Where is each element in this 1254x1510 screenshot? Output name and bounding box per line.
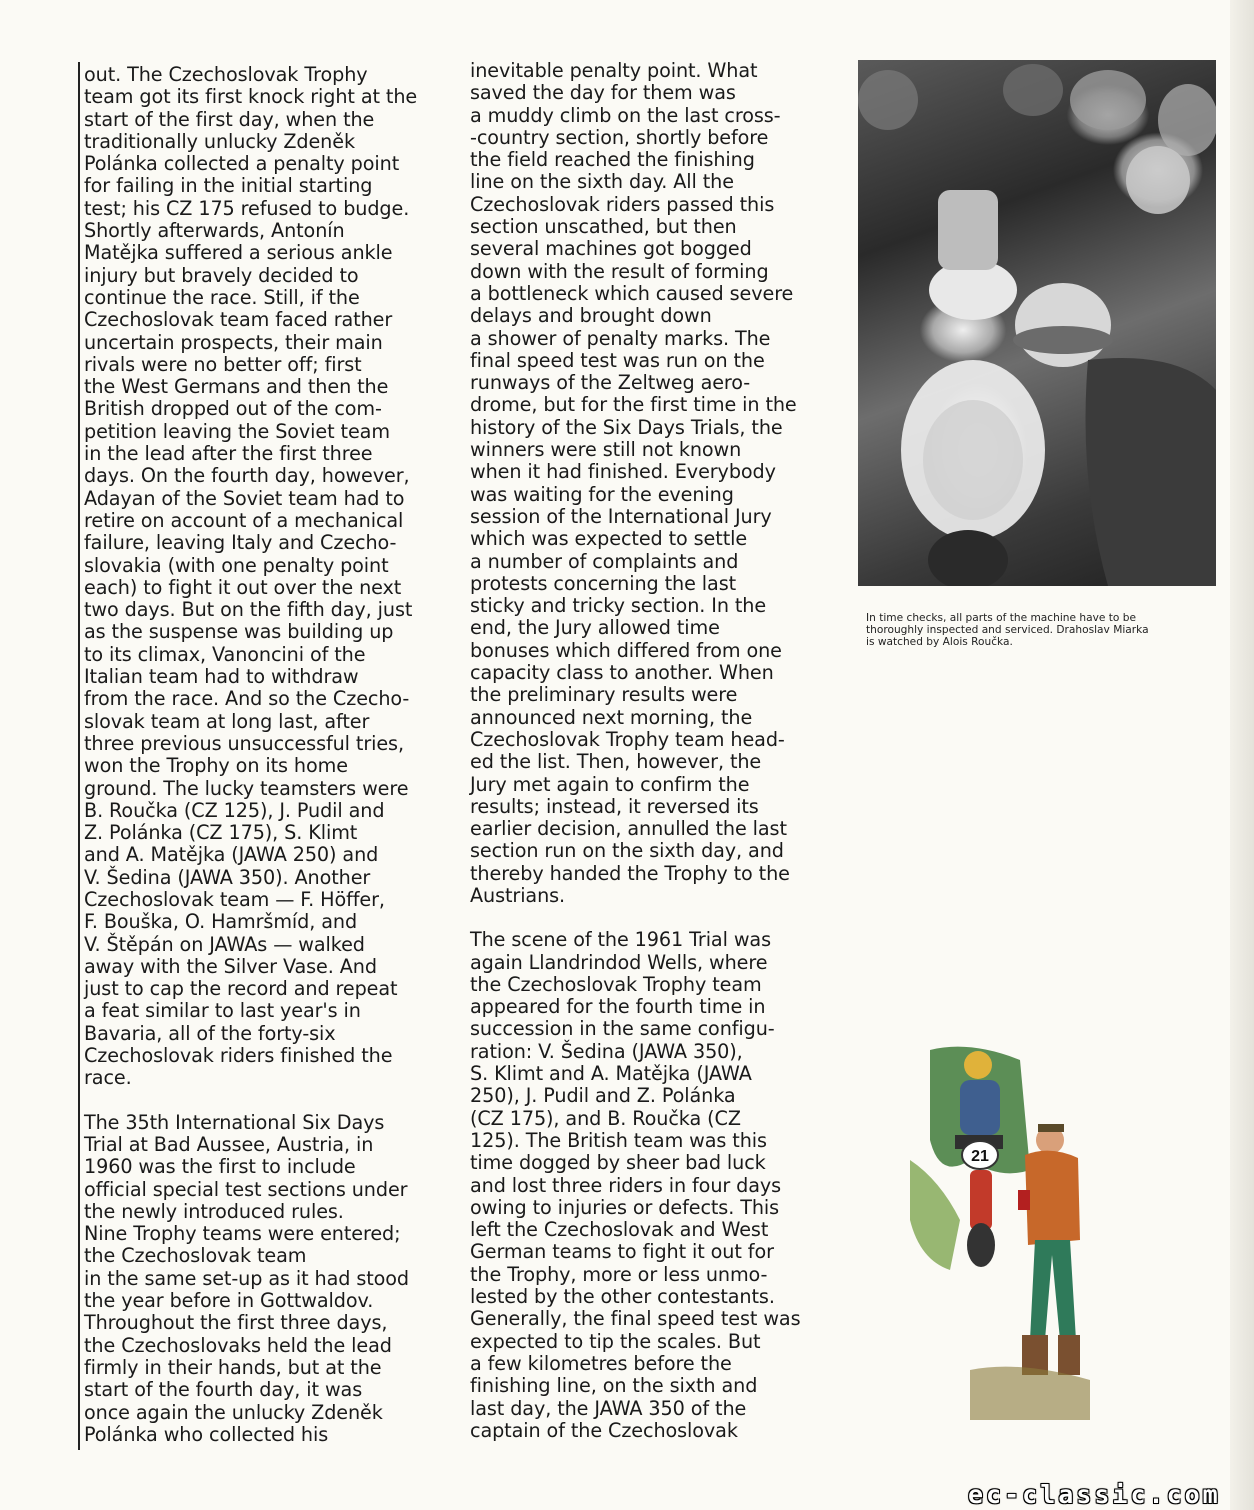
column-rule — [78, 62, 80, 1450]
page-edge — [1230, 0, 1254, 1510]
article-column-left — [84, 64, 464, 1446]
site-watermark: ec-classic.com — [968, 1480, 1221, 1509]
photo-scene — [858, 60, 1216, 586]
paragraph-1961-trial: The scene of the 1961 Trial was again Llandrindod Wells, where the Czechoslovak Trophy team appeared for the fourth time in succession in the same configu- ration: V. Šedina (JAWA 350), S. Klimt and A. Matějka (JAWA 250), J. Pudil and Z. Polánka (CZ 175), and B. Roučka (CZ 125). The British team was this time dogged by sheer bad luck and lost three riders in four days owing to injuries or defects. This left the Czechoslovak and West German teams to fight it out for the Trophy, more or less unmo- lested by the other contestants. Generally, the final speed test was expected to tip the scales. But a few kilometres before the finishing line, on the sixth and last day, the JAWA 350 of the captain of the Czechoslovak — [470, 928, 801, 1442]
paragraph-1960-trophy: out. The Czechoslovak Trophy team got its first knock right at the start of the first day, when the traditionally unlucky Zdeněk Polánka collected a penalty point for failing in the initial starting test; his CZ 175 refused to budge. Shortly afterwards, Antonín Matějka suffered a serious ankle injury but bravely decided to continue the race. Still, if the Czechoslovak team faced rather uncertain prospects, their main rivals were no better off; first the West Germans and then the British dropped out of the com- petition leaving the Soviet team in the lead after the first three days. On the fourth day, however, Adayan of the Soviet team had to retire on account of a mechanical failure, leaving Italy and Czecho- slovakia (with one penalty point each) to fight it out over the next two days. But on the fifth day, just as the suspense was building up to its climax, Vanoncini of the Italian team had to withdraw from the race. And so the Czecho- slovak team at long last, after three previous unsuccessful tries, won the Trophy on its home ground. The lucky teamsters were B. Roučka (CZ 125), J. Pudil and Z. Polánka (CZ 175), S. Klimt and A. Matějka (JAWA 250) and V. Šedina (JAWA 350). Another Czechoslovak team — F. Höffer, F. Bouška, O. Hamršmíd, and V. Štěpán on JAWAs — walked away with the Silver Vase. And just to cap the record and repeat a feat similar to last year's in Bavaria, all of the forty-six Czechoslovak riders finished the race. — [84, 63, 418, 1090]
race-number: 21 — [971, 1148, 989, 1165]
time-check-photo — [858, 60, 1216, 586]
paragraph-1960-bad-aussee: The 35th International Six Days Trial at Bad Aussee, Austria, in 1960 was the first to include official special test sections under the newly introduced rules. Nine Trophy teams were entered; the Czechoslovak team in the same set-up as it had stood the year before in Gottwaldov. Throughout the first three days, the Czechoslovaks held the lead firmly in their hands, but at the start of the fourth day, it was once again the unlucky Zdeněk Polánka who collected his — [84, 1110, 409, 1446]
photo-caption: In time checks, all parts of the machine have to be thoroughly inspected and serviced. Drahoslav Miarka is watched by Alois Roučka. — [866, 612, 1149, 649]
rider-illustration — [910, 1040, 1090, 1420]
paragraph-penalty-point: inevitable penalty point. What saved the day for them was a muddy climb on the last cross- -country section, shortly before the field reached the finishing line on the sixth day. All the Czechoslovak riders passed this section unscathed, but then several machines got bogged down with the result of forming a bottleneck which caused severe delays and brought down a shower of penalty marks. The final speed test was run on the runways of the Zeltweg aero- drome, but for the first time in the history of the Six Days Trials, the winners were still not known when it had finished. Everybody was waiting for the evening session of the International Jury which was expected to settle a number of complaints and protests concerning the last sticky and tricky section. In the end, the Jury allowed time bonuses which differed from one capacity class to another. When the preliminary results were announced next morning, the Czechoslovak Trophy team head- ed the list. Then, however, the Jury met again to confirm the results; instead, it reversed its earlier decision, annulled the last section run on the sixth day, and thereby handed the Trophy to the Austrians. — [470, 59, 797, 907]
illustration-scene — [910, 1040, 1090, 1420]
article-column-middle — [470, 60, 860, 1442]
